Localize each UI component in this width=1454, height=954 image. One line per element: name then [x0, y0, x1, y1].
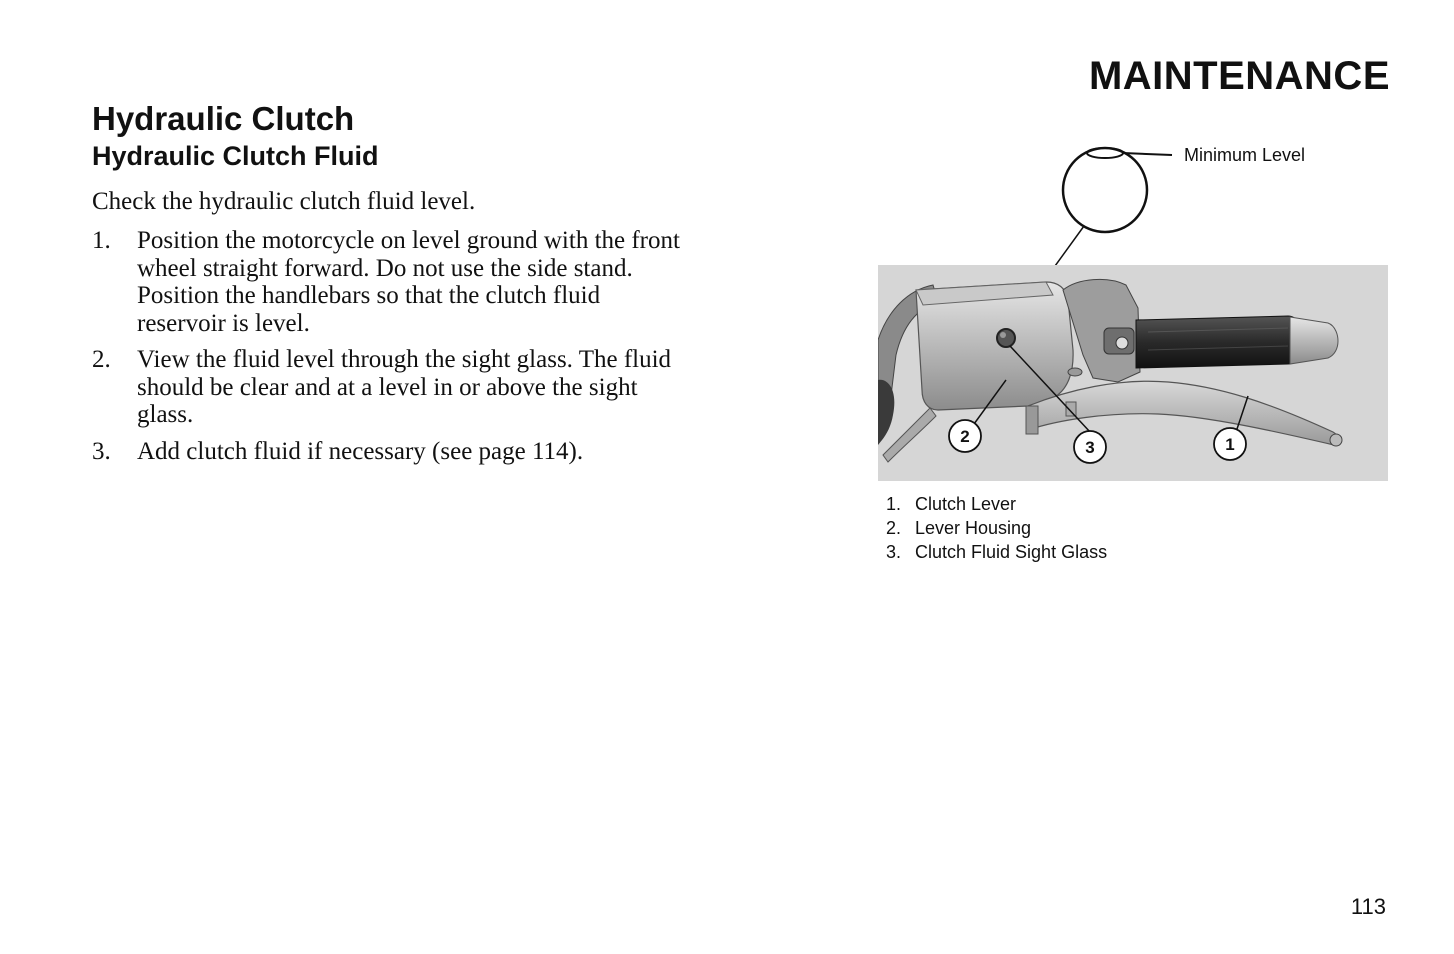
intro-text: Check the hydraulic clutch fluid level.: [92, 188, 476, 215]
step-text: Add clutch fluid if necessary (see page 114).: [137, 437, 584, 465]
marker-1: [1214, 428, 1246, 460]
legend-text: Lever Housing: [915, 518, 1032, 538]
legend-text: Clutch Fluid Sight Glass: [915, 542, 1108, 562]
magnifier-circle: [1063, 148, 1147, 232]
legend-number: 3.: [886, 542, 902, 562]
pivot-nub-icon: [1026, 406, 1038, 434]
section-header: MAINTENANCE: [1088, 54, 1390, 98]
legend-item: [886, 540, 1107, 564]
switch-knob-icon: [1116, 337, 1128, 349]
minimum-level-label: Minimum Level: [1184, 145, 1306, 165]
legend-text: Clutch Lever: [915, 494, 1017, 514]
legend-number: 2.: [886, 518, 902, 538]
bar-end-icon: [1290, 317, 1338, 364]
minimum-level-leader: [1123, 153, 1172, 155]
page-number: 113: [1350, 894, 1386, 919]
marker-number: 2: [960, 427, 970, 446]
sight-glass-icon: [997, 329, 1015, 347]
hand-grip-shape: [1136, 316, 1303, 368]
marker-2: [949, 420, 981, 452]
screw-icon: [1068, 368, 1082, 376]
step-text: View the fluid level through the sight glass. The fluid should be clear and at a level in or above the sight glass.: [137, 346, 672, 428]
step-number: 1.: [92, 227, 111, 254]
lever-tip-icon: [1330, 434, 1342, 446]
step-item: [92, 227, 692, 337]
step-number: 2.: [92, 346, 111, 373]
procedure-steps: [92, 227, 692, 474]
page-title: Hydraulic Clutch: [92, 100, 355, 137]
marker-3: [1074, 431, 1106, 463]
sight-glass-highlight: [1000, 332, 1006, 338]
clutch-lever-figure: [878, 140, 1388, 485]
step-text: Position the motorcycle on level ground with the front wheel straight forward. Do not use the side stand. Position the handlebars so that the clutch fluid reservoir is level.: [137, 227, 680, 337]
bolt-icon: [1066, 402, 1076, 416]
page-subtitle: Hydraulic Clutch Fluid: [92, 141, 379, 171]
step-number: 3.: [92, 437, 111, 465]
step-item: [92, 346, 692, 429]
legend-item: [886, 516, 1107, 540]
legend-item: [886, 492, 1107, 516]
legend-number: 1.: [886, 494, 902, 514]
figure-legend: [886, 492, 1107, 564]
marker-number: 1: [1225, 435, 1235, 454]
marker-number: 3: [1085, 438, 1095, 457]
step-item: [92, 438, 692, 466]
